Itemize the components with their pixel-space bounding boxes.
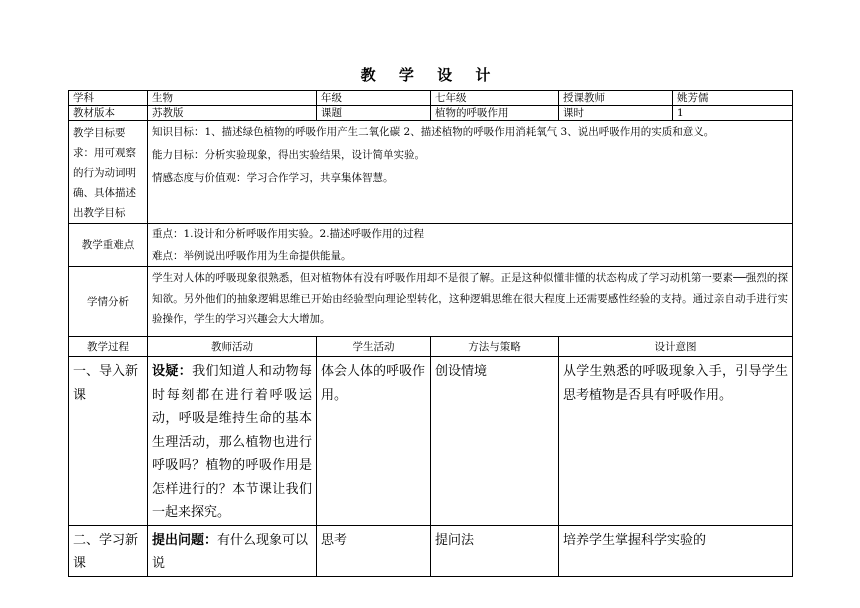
subject-value: 生物 (148, 91, 317, 106)
step-process: 一、导入新课 (69, 357, 148, 526)
key-points-label: 教学重难点 (69, 224, 148, 267)
difficulty-text: 难点：举例说出呼吸作用为生命提供能量。 (152, 250, 352, 262)
step-row-intro (69, 357, 793, 526)
subject-label: 学科 (69, 91, 148, 106)
step-intent: 培养学生掌握科学实验的 (559, 525, 793, 576)
teacher-text: 我们知道人和动物每时每刻都在进行着呼吸运动，呼吸是维持生命的基本生理活动，那么植物也进行呼吸吗？植物的呼吸作用是怎样进行的？本节课让我们一起来探究。 (152, 364, 312, 520)
teacher-text: 有什么现象可以说 (152, 532, 309, 571)
teacher-lead: 提出问题： (152, 532, 218, 548)
focus-text: 重点：1.设计和分析呼吸作用实验。2.描述呼吸作用的过程 (152, 228, 425, 240)
step-method: 提问法 (431, 525, 559, 576)
process-header-row (69, 337, 793, 357)
step-teacher (148, 357, 317, 526)
teacher-label: 授课教师 (559, 91, 673, 106)
step-row-new (69, 525, 793, 576)
knowledge-goal: 知识目标：1、描述绿色植物的呼吸作用产生二氧化碳 2、描述植物的呼吸作用消耗氧气 3、说出呼吸作用的实质和意义。 (152, 126, 715, 138)
goals-content (148, 121, 793, 224)
step-process: 二、学习新课 (69, 525, 148, 576)
step-method: 创设情境 (431, 357, 559, 526)
key-points-row (69, 224, 793, 267)
header-process: 教学过程 (69, 337, 148, 357)
topic-value: 植物的呼吸作用 (431, 106, 559, 121)
header-teacher: 教师活动 (148, 337, 317, 357)
grade-label: 年级 (317, 91, 431, 106)
info-row-1 (69, 91, 793, 106)
hours-value: 1 (673, 106, 793, 121)
header-intent: 设计意图 (559, 337, 793, 357)
edition-label: 教材版本 (69, 106, 148, 121)
edition-value: 苏教版 (148, 106, 317, 121)
hours-label: 课时 (559, 106, 673, 121)
header-method: 方法与策略 (431, 337, 559, 357)
header-student: 学生活动 (317, 337, 431, 357)
step-intent: 从学生熟悉的呼吸现象入手，引导学生思考植物是否具有呼吸作用。 (559, 357, 793, 526)
teacher-value: 姚芳儒 (673, 91, 793, 106)
analysis-text: 学生对人体的呼吸现象很熟悉，但对植物体有没有呼吸作用却不是很了解。正是这种似懂非懂的状态构成了学习动机第一要素──强烈的探知欲。另外他们的抽象逻辑思维已开始由经验型向理论型转化，这种逻辑思维在很大程度上还需要感性经验的支持。通过亲自动手进行实验操作，学生的学习兴趣会大大增加。 (148, 267, 793, 337)
analysis-label: 学情分析 (69, 267, 148, 337)
grade-value: 七年级 (431, 91, 559, 106)
goals-row (69, 121, 793, 224)
info-row-2 (69, 106, 793, 121)
document-title: 教 学 设 计 (360, 66, 500, 84)
step-student: 思考 (317, 525, 431, 576)
step-student: 体会人体的呼吸作用。 (317, 357, 431, 526)
analysis-row (69, 267, 793, 337)
goals-label: 教学目标要求：用可观察的行为动词明确、具体描述出教学目标 (69, 121, 148, 224)
attitude-goal: 情感态度与价值观：学习合作学习，共享集体智慧。 (152, 172, 394, 184)
ability-goal: 能力目标：分析实验现象，得出实验结果，设计简单实验。 (152, 149, 425, 161)
step-teacher (148, 525, 317, 576)
topic-label: 课题 (317, 106, 431, 121)
teacher-lead: 设疑： (152, 364, 193, 379)
key-points-content (148, 224, 793, 267)
lesson-plan-table (68, 90, 793, 577)
